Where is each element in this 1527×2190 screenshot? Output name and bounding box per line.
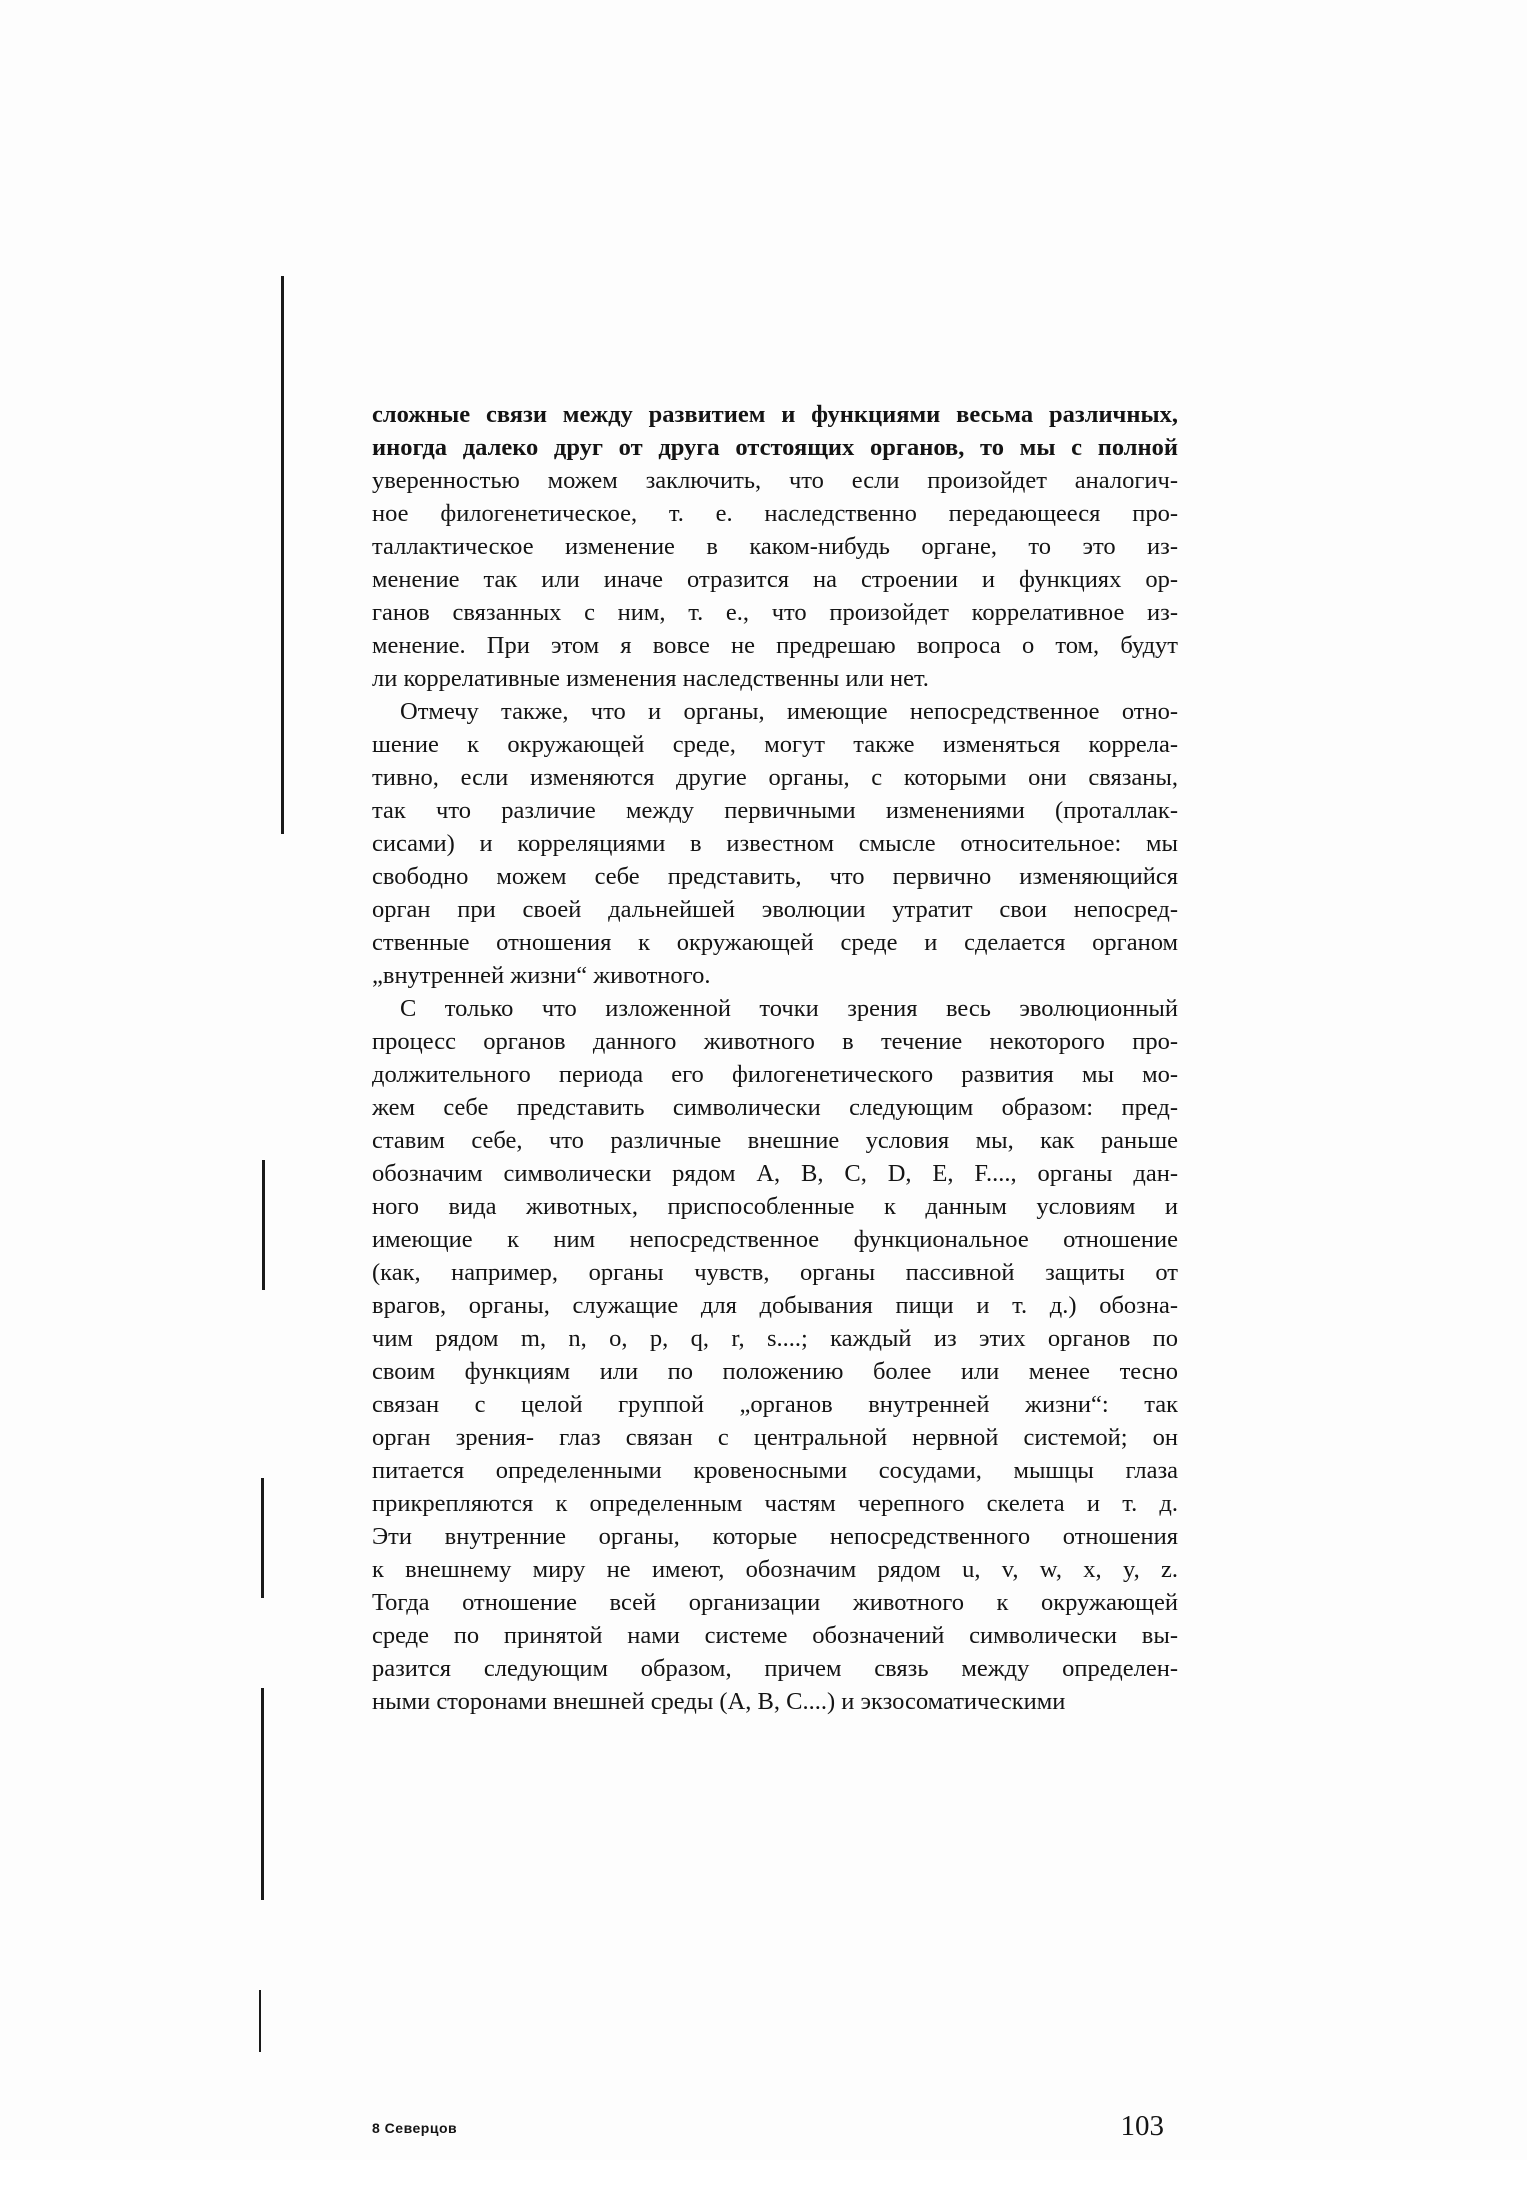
text-line: сложные связи между развитием и функциями весьма различных, (372, 401, 1178, 428)
text-line: так что различие между первичными изменениями (проталлак- (372, 797, 1178, 824)
text-line: шение к окружающей среде, могут также изменяться коррела- (372, 731, 1178, 758)
text-line: Эти внутренние органы, которые непосредственного отношения (372, 1523, 1178, 1550)
paragraph (372, 398, 1178, 695)
margin-rule (261, 1688, 264, 1900)
text-line: чим рядом m, n, o, p, q, r, s....; каждый из этих органов по (372, 1325, 1178, 1352)
text-line: ное филогенетическое, т. е. наследственно передающееся про- (372, 500, 1178, 527)
page-footer (372, 2110, 1178, 2190)
text-line: своим функциям или по положению более или менее тесно (372, 1358, 1178, 1385)
text-line: таллактическое изменение в каком-нибудь органе, то это из- (372, 533, 1178, 560)
text-line: к внешнему миру не имеют, обозначим рядом u, v, w, x, y, z. (372, 1556, 1178, 1583)
text-line: процесс органов данного животного в течение некоторого про- (372, 1028, 1178, 1055)
text-line: врагов, органы, служащие для добывания пищи и т. д.) обозна- (372, 1292, 1178, 1319)
text-line: (как, например, органы чувств, органы пассивной защиты от (372, 1259, 1178, 1286)
text-line: жем себе представить символически следующим образом: пред- (372, 1094, 1178, 1121)
text-line: С только что изложенной точки зрения весь эволюционный (400, 995, 1178, 1022)
body-text (372, 398, 1178, 1718)
text-line: тивно, если изменяются другие органы, с которыми они связаны, (372, 764, 1178, 791)
text-line: свободно можем себе представить, что первично изменяющийся (372, 863, 1178, 890)
text-line: ственные отношения к окружающей среде и сделается органом (372, 929, 1178, 956)
text-line: Тогда отношение всей организации животного к окружающей (372, 1589, 1178, 1616)
text-line: должительного периода его филогенетического развития мы мо- (372, 1061, 1178, 1088)
paragraph (372, 992, 1178, 1718)
text-line: прикрепляются к определенным частям черепного скелета и т. д. (372, 1490, 1178, 1517)
text-line: уверенностью можем заключить, что если произойдет аналогич- (372, 467, 1178, 494)
text-line: среде по принятой нами системе обозначений символически вы- (372, 1622, 1178, 1649)
text-line: ного вида животных, приспособленные к данным условиям и (372, 1193, 1178, 1220)
paragraph (372, 695, 1178, 992)
text-line: связан с целой группой „органов внутренней жизни“: так (372, 1391, 1178, 1418)
margin-rule (281, 276, 284, 834)
text-line: ганов связанных с ним, т. е., что произойдет коррелативное из- (372, 599, 1178, 626)
text-line: ными сторонами внешней среды (A, B, C....) и экзосоматическими (372, 1688, 1066, 1715)
text-line: Отмечу также, что и органы, имеющие непосредственное отно- (400, 698, 1178, 725)
text-line: „внутренней жизни“ животного. (372, 962, 711, 989)
text-line: сисами) и корреляциями в известном смысле относительное: мы (372, 830, 1178, 857)
margin-rule (261, 1478, 264, 1598)
page-number: 103 (1120, 2110, 1164, 2142)
margin-rule (259, 1990, 261, 2052)
text-line: иногда далеко друг от друга отстоящих органов, то мы с полной (372, 434, 1178, 461)
text-line: орган при своей дальнейшей эволюции утратит свои непосред- (372, 896, 1178, 923)
text-line: орган зрения- глаз связан с центральной нервной системой; он (372, 1424, 1178, 1451)
text-line: менение так или иначе отразится на строении и функциях ор- (372, 566, 1178, 593)
text-line: обозначим символически рядом A, B, C, D, E, F...., органы дан- (372, 1160, 1178, 1187)
text-line: ли коррелативные изменения наследственны или нет. (372, 665, 929, 692)
signature-mark: 8 Северцов (372, 2120, 458, 2136)
text-line: имеющие к ним непосредственное функциональное отношение (372, 1226, 1178, 1253)
text-line: разится следующим образом, причем связь между определен- (372, 1655, 1178, 1682)
margin-rule (262, 1160, 265, 1290)
text-line: питается определенными кровеносными сосудами, мышцы глаза (372, 1457, 1178, 1484)
text-line: менение. При этом я вовсе не предрешаю вопроса о том, будут (372, 632, 1178, 659)
text-line: ставим себе, что различные внешние условия мы, как раньше (372, 1127, 1178, 1154)
